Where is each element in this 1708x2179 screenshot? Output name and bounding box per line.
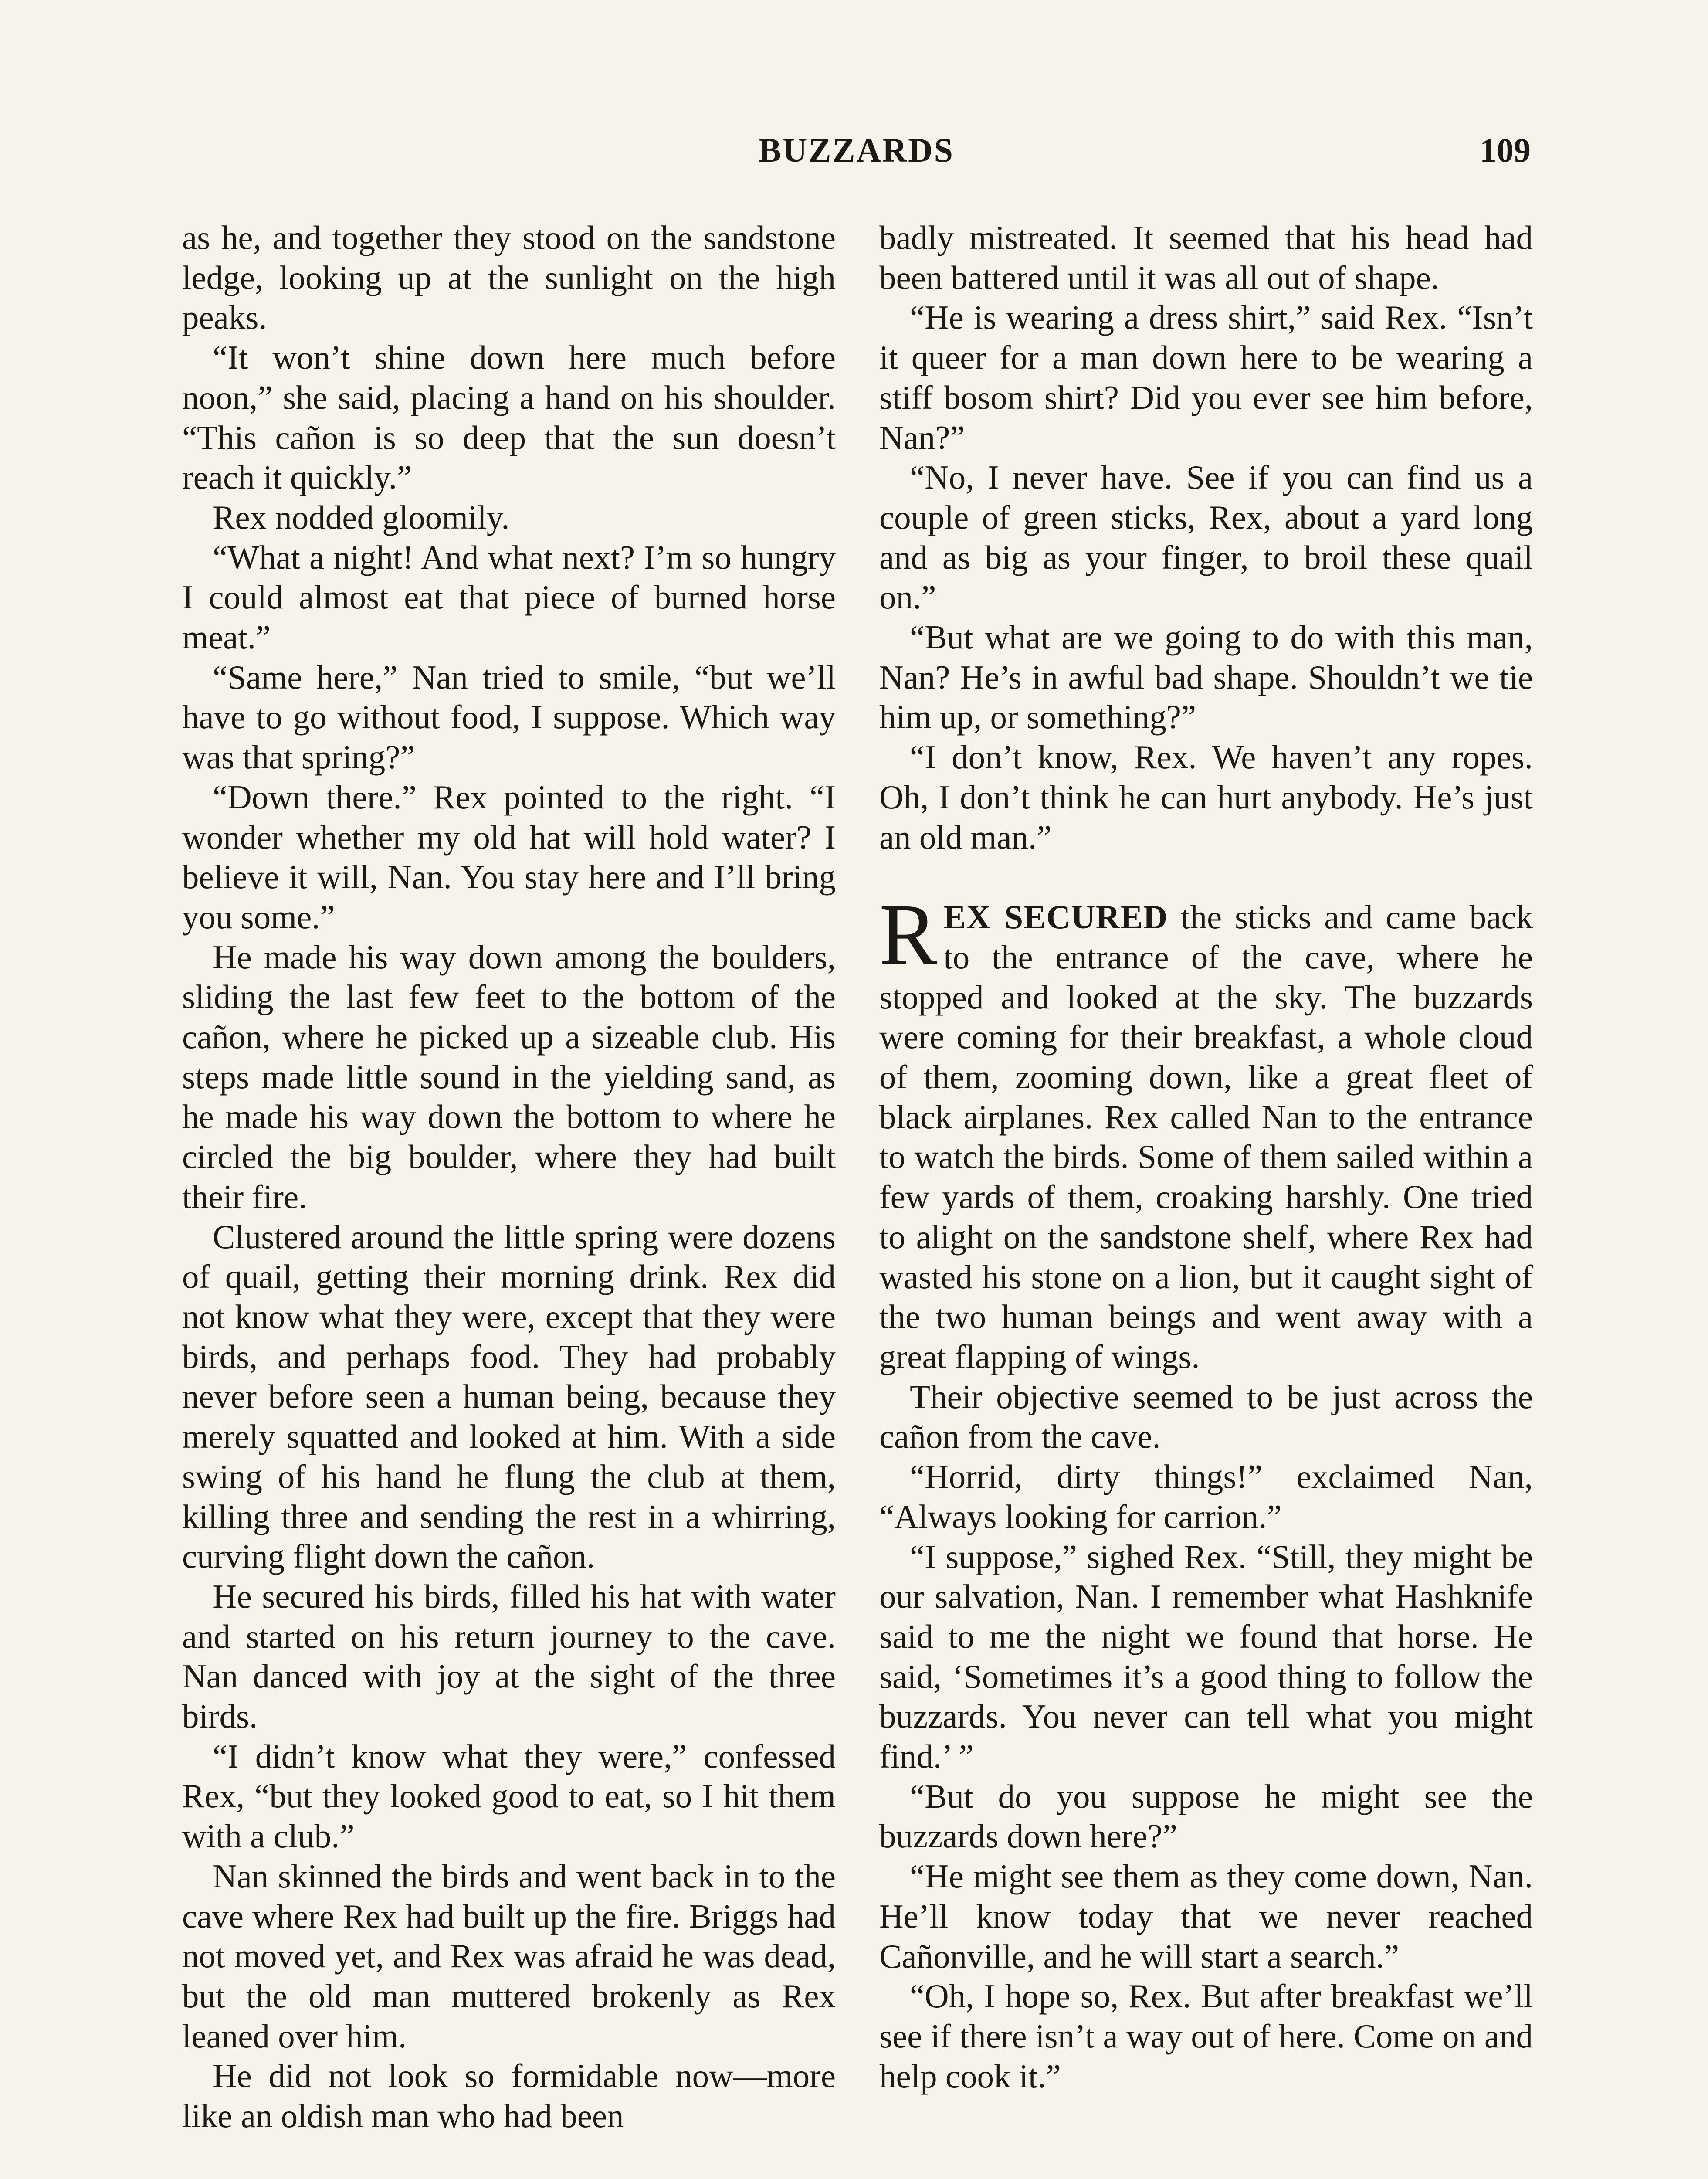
paragraph: “But what are we going to do with this man, Nan? He’s in awful bad shape. Shouldn’t we tie him up, or something?”: [879, 618, 1533, 736]
section-lead-words: EX SECURED: [943, 898, 1168, 936]
paragraph: “What a night! And what next? I’m so hungry I could almost eat that piece of burned horse meat.”: [182, 538, 836, 656]
section-opening-text: the sticks and came back to the entrance of the cave, where he stopped and looked at the sky. The buzzards were coming for their breakfast, a whole cloud of them, zooming down, like a great fleet of black airplanes. Rex called Nan to the entrance to watch the birds. Some of them sailed within a few yards of them, croaking harshly. One tried to alight on the sandstone shelf, where Rex had wasted his stone on a lion, but it caught sight of the two human beings and went away with a great flapping of wings.: [879, 898, 1533, 1375]
paragraph: “Horrid, dirty things!” exclaimed Nan, “Always looking for carrion.”: [879, 1458, 1533, 1535]
paragraph: “I didn’t know what they were,” confessed Rex, “but they looked good to eat, so I hit them with a club.”: [182, 1737, 836, 1855]
running-title: BUZZARDS: [759, 131, 954, 169]
paragraph: Rex nodded gloomily.: [213, 498, 510, 536]
section-opening-paragraph: [879, 886, 1533, 1377]
paragraph: Their objective seemed to be just across the cañon from the cave.: [879, 1378, 1533, 1456]
paragraph: “I suppose,” sighed Rex. “Still, they might be our salvation, Nan. I remember what Hashknife said to me the night we found that horse. He said, ‘Sometimes it’s a good thing to follow the buzzards. You never can tell what you might find.’ ”: [879, 1538, 1533, 1775]
right-column: [879, 218, 1533, 2096]
paragraph: “Down there.” Rex pointed to the right. “I wonder whether my old hat will hold water? I believe it will, Nan. You stay here and I’ll bring you some.”: [182, 778, 836, 936]
paragraph: Clustered around the little spring were dozens of quail, getting their morning drink. Rex did not know what they were, except that they were birds, and perhaps food. They had probably never before seen a human being, because they merely squatted and looked at him. With a side swing of his hand he flung the club at them, killing three and sending the rest in a whirring, curving flight down the cañon.: [182, 1218, 836, 1575]
paragraph: Nan skinned the birds and went back in to the cave where Rex had built up the fire. Briggs had not moved yet, and Rex was afraid he was dead, but the old man muttered brokenly as Rex leaned over him.: [182, 1857, 836, 2055]
left-column: [182, 218, 836, 2136]
paragraph: as he, and together they stood on the sandstone ledge, looking up at the sunlight on the high peaks.: [182, 219, 836, 336]
paragraph: “He is wearing a dress shirt,” said Rex. “Isn’t it queer for a man down here to be wearing a stiff bosom shirt? Did you ever see him before, Nan?”: [879, 299, 1533, 456]
drop-cap: R: [879, 886, 938, 983]
page-header: [182, 131, 1531, 183]
paragraph: “Oh, I hope so, Rex. But after breakfast we’ll see if there isn’t a way out of here. Come on and help cook it.”: [879, 1977, 1533, 2095]
paragraph: He secured his birds, filled his hat with water and started on his return journey to the cave. Nan danced with joy at the sight of the three birds.: [182, 1577, 836, 1735]
paragraph: He did not look so formidable now—more like an oldish man who had been: [182, 2057, 836, 2135]
paragraph: “He might see them as they come down, Nan. He’ll know today that we never reached Cañonville, and he will start a search.”: [879, 1857, 1533, 1975]
paragraph: “Same here,” Nan tried to smile, “but we’ll have to go without food, I suppose. Which way was that spring?”: [182, 658, 836, 776]
paragraph: “No, I never have. See if you can find us a couple of green sticks, Rex, about a yard long and as big as your finger, to broil these quail on.”: [879, 458, 1533, 616]
page-number: 109: [1480, 131, 1531, 169]
paragraph: “It won’t shine down here much before noon,” she said, placing a hand on his shoulder. “This cañon is so deep that the sun doesn’t reach it quickly.”: [182, 339, 836, 496]
paragraph: “But do you suppose he might see the buzzards down here?”: [879, 1777, 1533, 1855]
paragraph: He made his way down among the boulders, sliding the last few feet to the bottom of the cañon, where he picked up a sizeable club. His steps made little sound in the yielding sand, as he made his way down the bottom to where he circled the big boulder, where they had built their fire.: [182, 938, 836, 1215]
paragraph: “I don’t know, Rex. We haven’t any ropes. Oh, I don’t think he can hurt anybody. He’s just an old man.”: [879, 738, 1533, 856]
paragraph: badly mistreated. It seemed that his head had been battered until it was all out of shape.: [879, 219, 1533, 296]
